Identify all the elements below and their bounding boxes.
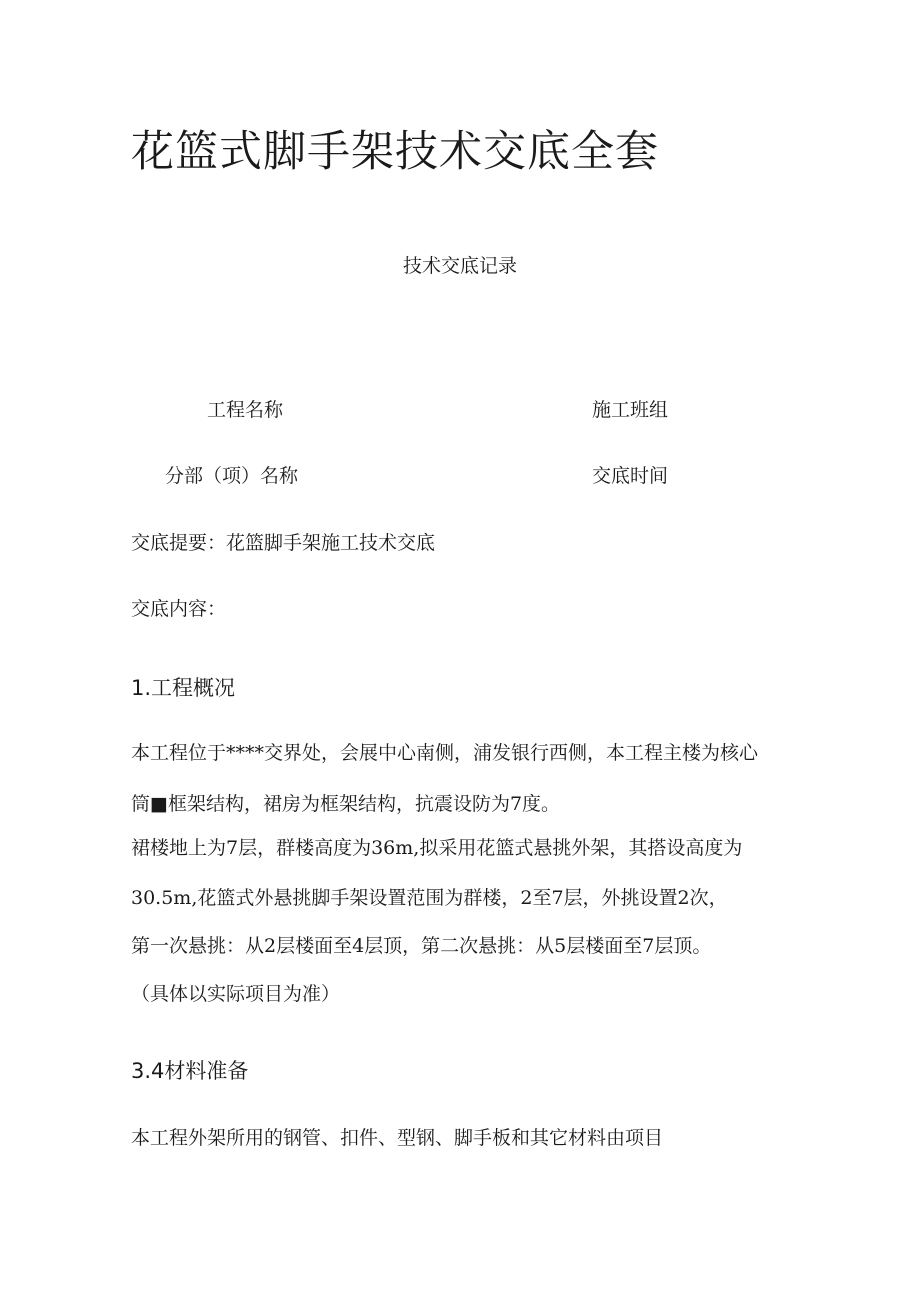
overview-paragraph-1-line-1: 本工程位于****交界处，会展中心南侧，浦发银行西侧，本工程主楼为核心 [131, 742, 759, 764]
overview-paragraph-2-line-2: 30.5m,花篮式外悬挑脚手架设置范围为群楼，2至7层，外挑设置2次， [131, 887, 728, 909]
overview-paragraph-1-line-2: 筒■框架结构，裙房为框架结构，抗震设防为7度。 [131, 793, 561, 815]
overview-paragraph-2-line-1: 裙楼地上为7层，群楼高度为36m,拟采用花篮式悬挑外架，其搭设高度为 [131, 837, 743, 859]
overview-paragraph-2-line-4: （具体以实际项目为准） [131, 983, 341, 1005]
section-heading-materials: 3.4材料准备 [131, 1059, 249, 1083]
summary-line: 交底提要：花篮脚手架施工技术交底 [131, 532, 436, 554]
document-title: 花篮式脚手架技术交底全套 [131, 127, 659, 177]
project-name-label: 工程名称 [207, 399, 284, 421]
team-label: 施工班组 [592, 399, 669, 421]
record-title: 技术交底记录 [402, 255, 517, 277]
materials-paragraph: 本工程外架所用的钢管、扣件、型钢、脚手板和其它材料由项目 [131, 1127, 664, 1149]
overview-paragraph-2-line-3: 第一次悬挑：从2层楼面至4层顶，第二次悬挑：从5层楼面至7层顶。 [131, 935, 712, 957]
subsection-name-label: 分部（项）名称 [165, 465, 299, 487]
section-heading-overview: 1.工程概况 [131, 676, 236, 700]
content-label: 交底内容： [131, 598, 227, 620]
handover-time-label: 交底时间 [592, 465, 669, 487]
